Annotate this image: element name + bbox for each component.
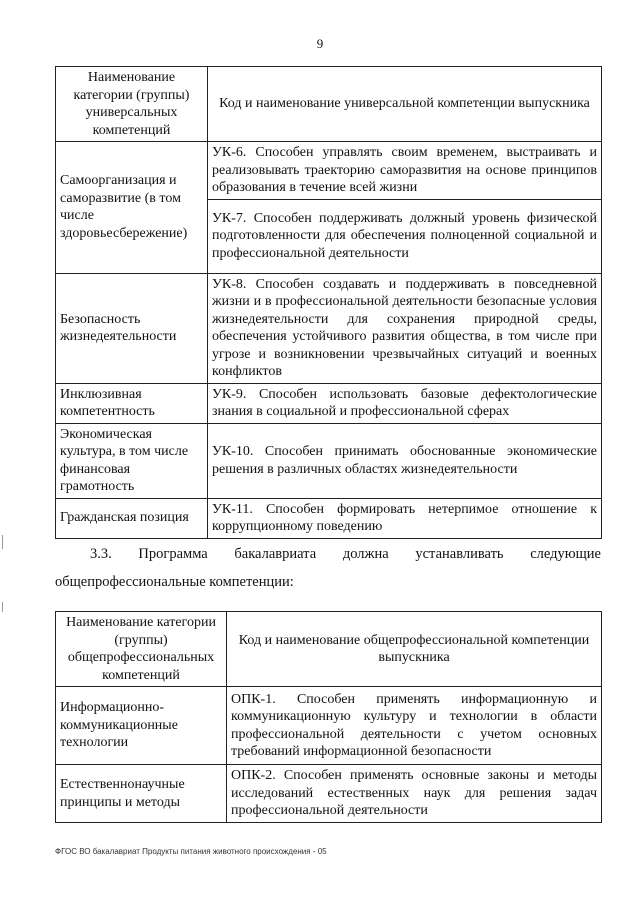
competence-cell: УК-8. Способен создавать и поддерживать в повседневной жизни и в профессиональной деятельности безопасные условия жизнедеятельности для сохранения природной среды, обеспечения устойчивого развития общества, в том числе при угрозе и возникновении чрезвычайных ситуаций и военных конфликтов [208,273,602,383]
table-row [56,765,602,823]
table-header-row [56,67,602,142]
paragraph-line-1 [90,546,601,563]
paragraph-word: устанавливать [415,546,504,562]
paragraph-word: должна [342,546,389,562]
table-row [56,383,602,423]
page-footer: ФГОС ВО бакалавриат Продукты питания животного происхождения - 05 [55,847,327,856]
table-row [56,498,602,538]
category-header: Наименование категории (группы) универсальных компетенций [56,67,208,142]
competence-cell: УК-6. Способен управлять своим временем, выстраивать и реализовывать траекторию саморазвития на основе принципов образования в течение всей жизни [208,142,602,200]
category-cell: Инклюзивная компетентность [56,383,208,423]
paragraph-word: следующие [530,546,601,562]
category-cell: Экономическая культура, в том числе финансовая грамотность [56,423,208,498]
section-number: 3.3. [90,546,112,562]
category-cell: Самоорганизация и саморазвитие (в том числе здоровьесбережение) [56,142,208,274]
competence-cell: УК-9. Способен использовать базовые дефектологические знания в социальной и профессиональной сферах [208,383,602,423]
universal-competences-table [55,66,602,539]
paragraph-word: бакалавриата [234,546,317,562]
competence-cell: УК-10. Способен принимать обоснованные экономические решения в различных областях жизнедеятельности [208,423,602,498]
category-cell: Безопасность жизнедеятельности [56,273,208,383]
competence-cell: ОПК-2. Способен применять основные законы и методы исследований естественных наук для решения задач профессиональной деятельности [227,765,602,823]
scan-margin-mark [2,602,3,612]
competence-header: Код и наименование общепрофессиональной компетенции выпускника [227,612,602,687]
paragraph-line-2: общепрофессиональные компетенции: [55,574,294,590]
competence-header: Код и наименование универсальной компетенции выпускника [208,67,602,142]
scan-margin-mark [2,535,3,549]
general-professional-competences-table [55,611,602,823]
category-cell: Естественнонаучные принципы и методы [56,765,227,823]
paragraph-word: Программа [138,546,208,562]
table-row [56,423,602,498]
category-cell: Гражданская позиция [56,498,208,538]
table-header-row [56,612,602,687]
table-row [56,142,602,200]
page-number: 9 [316,36,324,51]
table-row [56,273,602,383]
category-cell: Информационно-коммуникационные технологии [56,687,227,765]
competence-cell: УК-7. Способен поддерживать должный уровень физической подготовленности для обеспечения полноценной социальной и профессиональной деятельности [208,199,602,273]
competence-cell: ОПК-1. Способен применять информационную и коммуникационную культуру и технологии в области профессиональной деятельности с учетом основных требований информационной безопасности [227,687,602,765]
category-header: Наименование категории (группы) общепрофессиональных компетенций [56,612,227,687]
competence-cell: УК-11. Способен формировать нетерпимое отношение к коррупционному поведению [208,498,602,538]
table-row [56,687,602,765]
